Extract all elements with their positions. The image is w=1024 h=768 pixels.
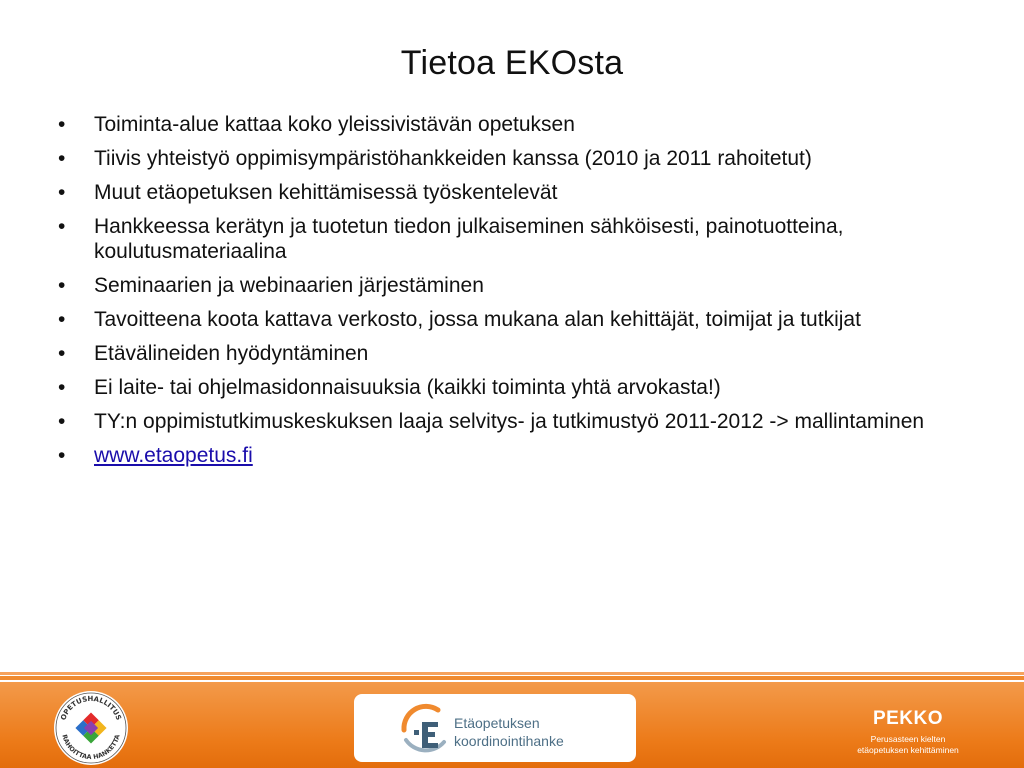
- list-item: [58, 409, 968, 434]
- list-item: [58, 307, 968, 332]
- list-item: [58, 112, 968, 137]
- eko-logo-mark-icon: [398, 700, 450, 758]
- pekko-subtitle-line1: Perusasteen kielten: [870, 734, 946, 744]
- bullet-text: Etävälineiden hyödyntäminen: [94, 342, 369, 365]
- footer-stripe: [0, 672, 1024, 675]
- eko-logo-text: [454, 714, 564, 750]
- list-item: [58, 273, 968, 298]
- bullet-icon: •: [58, 147, 66, 170]
- bullet-text: Hankkeessa kerätyn ja tuotetun tiedon julkaiseminen sähköisesti, painotuotteina, koulutusmateriaalina: [94, 215, 844, 263]
- eko-logo-line2: koordinointihanke: [454, 733, 564, 749]
- bullet-icon: •: [58, 342, 66, 365]
- bullet-text: TY:n oppimistutkimuskeskuksen laaja selvitys- ja tutkimustyö 2011-2012 -> mallintaminen: [94, 410, 925, 433]
- list-item: [58, 180, 968, 205]
- bullet-text: Toiminta-alue kattaa koko yleissivistävän opetuksen: [94, 113, 575, 136]
- oph-logo-bottom-text: RAHOITTAA HANKETTA: [60, 733, 122, 762]
- list-item: [58, 341, 968, 366]
- pekko-subtitle-line2: etäopetuksen kehittäminen: [857, 745, 959, 755]
- bullet-icon: •: [58, 308, 66, 331]
- bullet-icon: •: [58, 410, 66, 433]
- bullet-icon: •: [58, 181, 66, 204]
- bullet-text: Tiivis yhteistyö oppimisympäristöhankkeiden kanssa (2010 ja 2011 rahoitetut): [94, 147, 812, 170]
- list-item: [58, 375, 968, 400]
- eko-logo-card: [354, 694, 636, 762]
- opetushallitus-logo: [53, 690, 129, 766]
- footer: [0, 672, 1024, 768]
- list-item: [58, 146, 968, 171]
- pekko-subtitle: [838, 734, 978, 756]
- bullet-list: [58, 112, 968, 477]
- pekko-logo: [838, 708, 978, 756]
- bullet-icon: •: [58, 113, 66, 136]
- list-item: [58, 443, 968, 468]
- bullet-icon: •: [58, 444, 66, 467]
- bullet-text: Seminaarien ja webinaarien järjestäminen: [94, 274, 484, 297]
- pekko-title: PEKKO: [872, 708, 944, 729]
- footer-stripe: [0, 676, 1024, 680]
- eko-logo-line1: Etäopetuksen: [454, 715, 540, 731]
- bullet-text: Muut etäopetuksen kehittämisessä työskentelevät: [94, 181, 558, 204]
- bullet-icon: •: [58, 376, 66, 399]
- bullet-icon: •: [58, 215, 66, 238]
- bullet-text: Tavoitteena koota kattava verkosto, jossa mukana alan kehittäjät, toimijat ja tutkijat: [94, 308, 861, 331]
- website-link[interactable]: www.etaopetus.fi: [94, 444, 253, 467]
- bullet-icon: •: [58, 274, 66, 297]
- oph-logo-top-text: OPETUSHALLITUS: [59, 694, 123, 722]
- slide-title: Tietoa EKOsta: [400, 44, 624, 82]
- list-item: [58, 214, 968, 264]
- bullet-text: Ei laite- tai ohjelmasidonnaisuuksia (kaikki toiminta yhtä arvokasta!): [94, 376, 721, 399]
